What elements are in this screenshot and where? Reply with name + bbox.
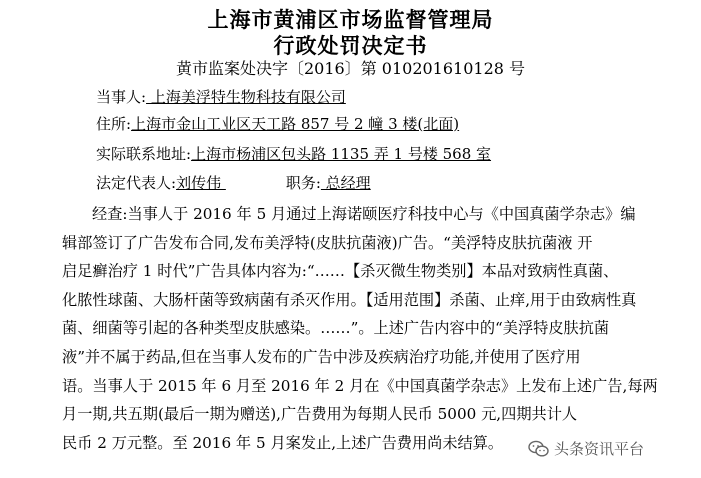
document-number: 黄市监案处决字〔2016〕第 010201610128 号 (175, 59, 526, 78)
body-line: 菌、细菌等引起的各种类型皮肤感染。……”。上述广告内容中的“美浮特皮肤抗菌 (62, 319, 610, 338)
address-value: 上海市金山工业区天工路 857 号 2 幢 3 楼(北面) (131, 115, 460, 133)
contact-address-value: 上海市杨浦区包头路 1135 弄 1 号楼 568 室 (191, 145, 492, 163)
position-value: 总经理 (320, 174, 371, 192)
party-value: 上海美浮特生物科技有限公司 (146, 88, 346, 106)
wechat-icon (528, 440, 550, 458)
body-line: 启足癣治疗 1 时代”广告具体内容为:“……【杀灭微生物类别】本品对致病性真菌、 (62, 262, 619, 281)
body-line: 液”并不属于药品,但在当事人发布的广告中涉及疾病治疗功能,并使用了医疗用 (62, 347, 581, 366)
legal-rep-field (96, 172, 371, 193)
address-label: 住所: (96, 115, 132, 133)
legal-rep-label: 法定代表人: (96, 174, 177, 192)
agency-title: 上海市黄浦区市场监督管理局 (207, 8, 494, 32)
findings-paragraph (62, 200, 662, 457)
party-label: 当事人: (96, 88, 147, 106)
party-field (96, 86, 346, 107)
body-line: 语。当事人于 2015 年 6 月至 2016 年 2 月在《中国真菌学杂志》上发布上述广告,每两 (62, 376, 658, 395)
body-line: 经查:当事人于 2016 年 5 月通过上海诺颐医疗科技中心与《中国真菌学杂志》编 (92, 205, 636, 223)
legal-rep-value: 刘传伟 (176, 174, 226, 192)
body-line: 月一期,共五期(最后一期为赠送),广告费用为每期人民币 5000 元,四期共计人 (62, 405, 578, 424)
body-line: 化脓性球菌、大肠杆菌等致病菌有杀灭作用。【适用范围】杀菌、止痒,用于由致病性真 (62, 290, 637, 309)
address-field (96, 113, 459, 134)
body-line: 民币 2 万元整。至 2016 年 5 月案发止,上述广告费用尚未结算。 (62, 433, 504, 452)
position-label: 职务: (285, 174, 321, 192)
contact-address-label: 实际联系地址: (96, 145, 192, 163)
body-line: 辑部签订了广告发布合同,发布美浮特(皮肤抗菌液)广告。“美浮特皮肤抗菌液 开 (62, 233, 593, 252)
contact-address-field (96, 143, 491, 164)
watermark (528, 438, 644, 459)
document-title: 行政处罚决定书 (273, 34, 428, 58)
watermark-text: 头条资讯平台 (554, 440, 645, 458)
